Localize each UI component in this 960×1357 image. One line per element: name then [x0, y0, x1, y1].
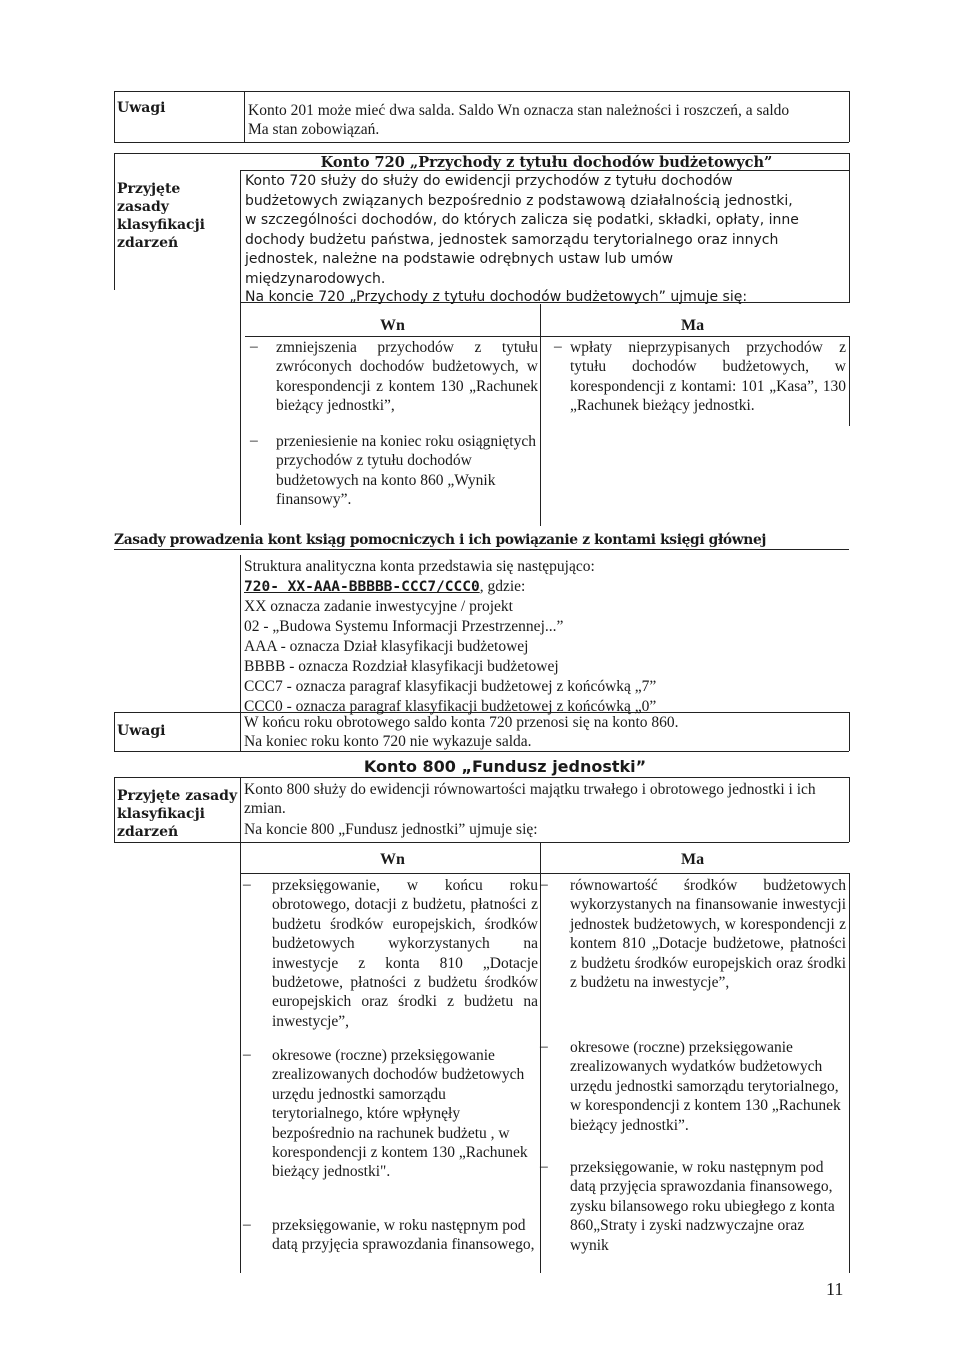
- structure-code: 720- XX-AAA-BBBBB-CCC7/CCC0: [244, 579, 480, 595]
- credit-header: Ma: [681, 851, 705, 868]
- remarks-line: Na koniec roku konto 720 nie wykazuje salda.: [244, 733, 532, 750]
- structure-line: AAA - oznacza Dział klasyfikacji budżetowej: [244, 638, 529, 655]
- page-number: 11: [826, 1279, 844, 1299]
- credit-item: wpłaty nieprzypisanych przychodów z tytułu dochodów budżetowych, w korespondencji z kontami: 101 „Kasa”, 130 „Rachunek bieżący jednostki.: [570, 339, 846, 415]
- remarks-text: Konto 201 może mieć dwa salda. Saldo Wn oznacza stan należności i roszczeń, a saldo Ma stan zobowiązań.: [248, 102, 790, 138]
- structure-line: 02 - „Budowa Systemu Informacji Przestrzennej...”: [244, 618, 564, 635]
- rule: [540, 304, 541, 526]
- rule: [114, 91, 849, 92]
- debit-header: Wn: [380, 317, 405, 334]
- account-description: Konto 800 służy do ewidencji równowartości majątku trwałego i obrotowego jednostki i ich zmian.: [244, 781, 816, 817]
- rule: [114, 751, 849, 752]
- rule: [244, 91, 245, 142]
- section-title: Zasady prowadzenia kont ksiąg pomocniczych i ich powiązanie z kontami księgi głównej: [114, 532, 767, 548]
- rule: [114, 142, 849, 143]
- structure-code-suffix: , gdzie:: [479, 578, 526, 595]
- structure-line: XX oznacza zadanie inwestycyjne / projekt: [244, 598, 513, 615]
- rule: [114, 777, 115, 842]
- rule: [240, 170, 241, 525]
- bullet: –: [243, 1046, 251, 1063]
- structure-line: BBBB - oznacza Rozdział klasyfikacji budżetowej: [244, 658, 559, 675]
- rule: [540, 843, 541, 1273]
- credit-item: równowartość środków budżetowych wykorzystanych na finansowanie inwestycji jednostek budżetowych, w korespondencji z kontem 810 „Dotacje budżetowe, płatności z budżetu środków europejskich oraz środki z budżetu na inwestycje”,: [570, 877, 846, 992]
- rule: [849, 91, 850, 142]
- rule: [114, 777, 849, 778]
- rule: [240, 873, 849, 874]
- debit-item: okresowe (roczne) przeksięgowanie zrealizowanych dochodów budżetowych urzędu jednostki samorządu terytorialnego, które wpłynęły bezpośrednio na rachunek budżetu , w korespondencji z kontem 130 „Rachunek bieżący jednostki".: [272, 1047, 528, 1181]
- bullet: –: [250, 338, 258, 355]
- bullet: –: [540, 876, 548, 893]
- credit-header: Ma: [681, 317, 705, 334]
- principles-label: Przyjęte zasady klasyfikacji zdarzeń: [117, 181, 205, 251]
- account-description: Konto 720 służy do służy do ewidencji przychodów z tytułu dochodów budżetowych związanych bezpośrednio z podstawową działalnością jednostki, w szczególności dochodów, do których zalicza się podatki, składki, opłaty, inne dochody budżetu państwa, jednostek samorządu terytorialnego oraz innych jednostek, należne na podstawie odrębnych ustaw lub umów międzynarodowych.: [245, 173, 799, 287]
- credit-item: okresowe (roczne) przeksięgowanie zrealizowanych wydatków budżetowych urzędu jednostki samorządu terytorialnego, w korespondencji z kontem 130 „Rachunek bieżący jednostki”.: [570, 1039, 841, 1134]
- structure-line: CCC7 - oznacza paragraf klasyfikacji budżetowej z końcówką „7”: [244, 678, 657, 695]
- account-intro: Na koncie 720 „Przychody z tytułu dochodów budżetowych” ujmuje się:: [245, 289, 748, 305]
- structure-code-line: [244, 577, 525, 597]
- rule: [849, 336, 850, 426]
- remarks-label: Uwagi: [117, 100, 166, 116]
- account-intro: Na koncie 800 „Fundusz jednostki” ujmuje się:: [244, 821, 538, 838]
- debit-header: Wn: [380, 851, 405, 868]
- rule: [114, 153, 115, 290]
- rule: [849, 153, 850, 303]
- bullet: –: [243, 1216, 251, 1233]
- section-title: Konto 720 „Przychody z tytułu dochodów budżetowych”: [320, 154, 773, 171]
- rule: [240, 843, 241, 1273]
- rule: [849, 712, 850, 751]
- bullet: –: [540, 1038, 548, 1055]
- structure-intro: Struktura analityczna konta przedstawia się następująco:: [244, 558, 595, 575]
- debit-item: przeksięgowanie, w roku następnym pod datą przyjęcia sprawozdania finansowego,: [272, 1217, 535, 1254]
- credit-item: przeksięgowanie, w roku następnym pod datą przyjęcia sprawozdania finansowego, zysku bilansowego roku ubiegłego z konta 860„Straty i zyski nadzwyczajne oraz wynik: [570, 1159, 835, 1254]
- rule: [849, 777, 850, 842]
- rule: [114, 712, 115, 751]
- rule: [240, 555, 241, 751]
- rule: [114, 842, 849, 843]
- debit-item: przeniesienie na koniec roku osiągniętych przychodów z tytułu dochodów budżetowych na konto 860 „Wynik finansowy”.: [276, 433, 536, 509]
- rule: [114, 549, 849, 550]
- bullet: –: [554, 338, 562, 355]
- rule: [114, 91, 115, 142]
- bullet: –: [540, 1158, 548, 1175]
- section-title: Konto 800 „Fundusz jednostki”: [363, 757, 647, 776]
- principles-label: Przyjęte zasady klasyfikacji zdarzeń: [117, 788, 238, 840]
- rule: [240, 777, 241, 842]
- structure-line: CCC0 - oznacza paragraf klasyfikacji budżetowej z końcówką „0”: [244, 698, 657, 715]
- remarks-line: W końcu roku obrotowego saldo konta 720 przenosi się na konto 860.: [244, 714, 679, 731]
- rule: [849, 873, 850, 1273]
- rule: [245, 336, 849, 337]
- debit-item: zmniejszenia przychodów z tytułu zwróconych dochodów budżetowych, w korespondencji z kontem 130 „Rachunek bieżący jednostki”,: [276, 339, 538, 415]
- debit-item: przeksięgowanie, w końcu roku obrotowego, dotacji z budżetu, płatności z budżetu środków europejskich, środków budżetowych wykorzystanych na inwestycje z konta 810 „Dotacje budżetowe, płatności z budżetu środków europejskich oraz środki z budżetu na inwestycje”,: [272, 877, 538, 1030]
- bullet: –: [250, 432, 258, 449]
- remarks-label: Uwagi: [117, 723, 166, 739]
- bullet: –: [243, 876, 251, 893]
